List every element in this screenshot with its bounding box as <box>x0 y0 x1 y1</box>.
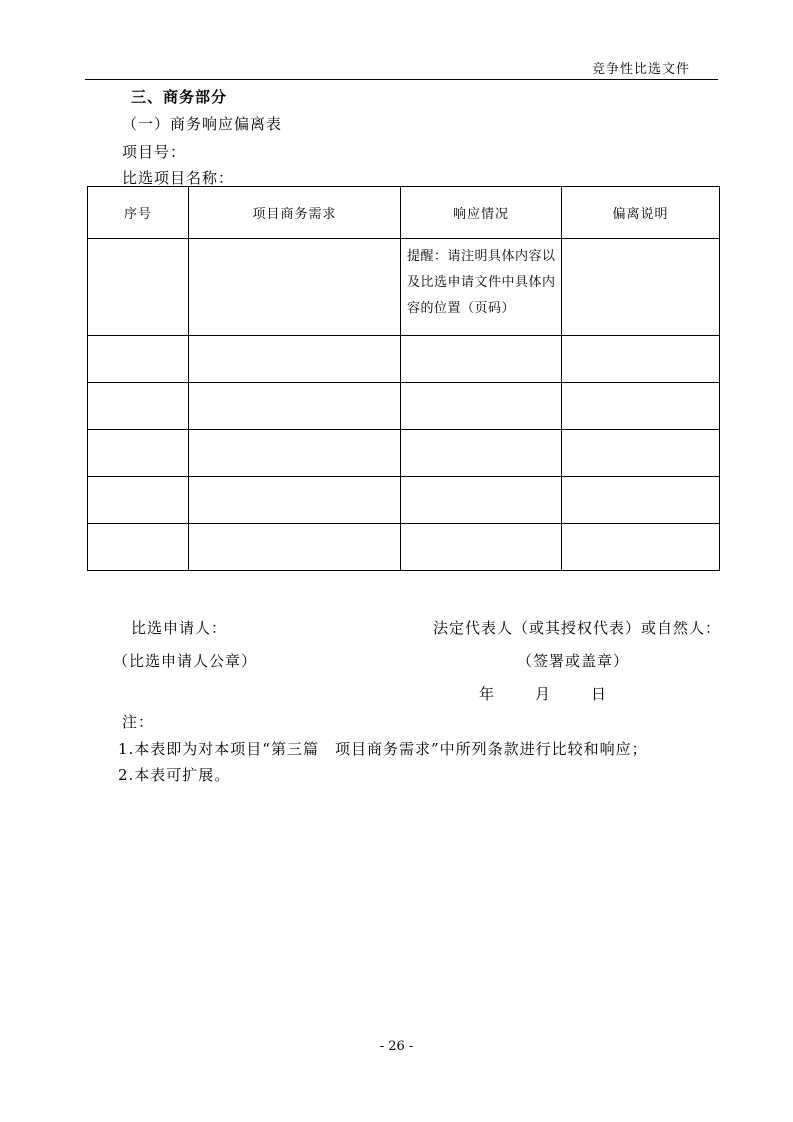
date-day-label: 日 <box>591 685 608 703</box>
note-item: 2.本表可扩展。 <box>118 766 231 784</box>
table-cell <box>88 239 189 336</box>
column-header-requirement: 项目商务需求 <box>189 187 401 239</box>
table-cell <box>401 477 562 524</box>
table-row <box>88 477 720 524</box>
table-cell <box>88 524 189 571</box>
table-cell <box>189 524 401 571</box>
header-rule <box>85 79 718 80</box>
column-header-response: 响应情况 <box>401 187 562 239</box>
table-cell <box>88 430 189 477</box>
table-cell <box>189 336 401 383</box>
table-row <box>88 336 720 383</box>
table-cell <box>562 477 720 524</box>
table-cell <box>189 477 401 524</box>
applicant-label: 比选申请人： <box>131 619 228 637</box>
page-header-title: 竞争性比选文件 <box>591 62 690 77</box>
table-cell <box>189 239 401 336</box>
note-item: 1.本表即为对本项目“第三篇 项目商务需求”中所列条款进行比较和响应； <box>118 740 648 758</box>
page-number: - 26 - <box>379 1039 414 1054</box>
table-row <box>88 430 720 477</box>
table-cell <box>401 383 562 430</box>
table-cell <box>562 239 720 336</box>
table-cell <box>88 383 189 430</box>
sign-or-seal-label: （签署或盖章） <box>517 652 630 670</box>
table-row <box>88 524 720 571</box>
subsection-title: （一）商务响应偏离表 <box>122 115 283 133</box>
table-cell <box>562 430 720 477</box>
reminder-note: 提醒：请注明具体内容以及比选申请文件中具体内容的位置（页码） <box>401 239 562 336</box>
table-cell <box>401 430 562 477</box>
legal-representative-label: 法定代表人（或其授权代表）或自然人： <box>433 619 722 637</box>
date-month-label: 月 <box>535 685 552 703</box>
notes-title: 注： <box>122 713 155 731</box>
table-row <box>88 383 720 430</box>
table-row <box>88 239 720 336</box>
applicant-seal-label: （比选申请人公章） <box>113 652 258 670</box>
table-cell <box>401 336 562 383</box>
table-cell <box>562 383 720 430</box>
table-cell <box>401 524 562 571</box>
table-header-row <box>88 187 720 239</box>
table-cell <box>88 477 189 524</box>
table-cell <box>562 336 720 383</box>
table-cell <box>88 336 189 383</box>
column-header-number: 序号 <box>88 187 189 239</box>
column-header-deviation: 偏离说明 <box>562 187 720 239</box>
project-number-label: 项目号： <box>122 143 187 161</box>
table-cell <box>562 524 720 571</box>
date-year-label: 年 <box>479 685 496 703</box>
project-name-label: 比选项目名称： <box>122 169 235 187</box>
table-cell <box>189 430 401 477</box>
business-deviation-table <box>87 186 720 571</box>
table-cell <box>189 383 401 430</box>
section-title: 三、商务部分 <box>131 88 228 106</box>
